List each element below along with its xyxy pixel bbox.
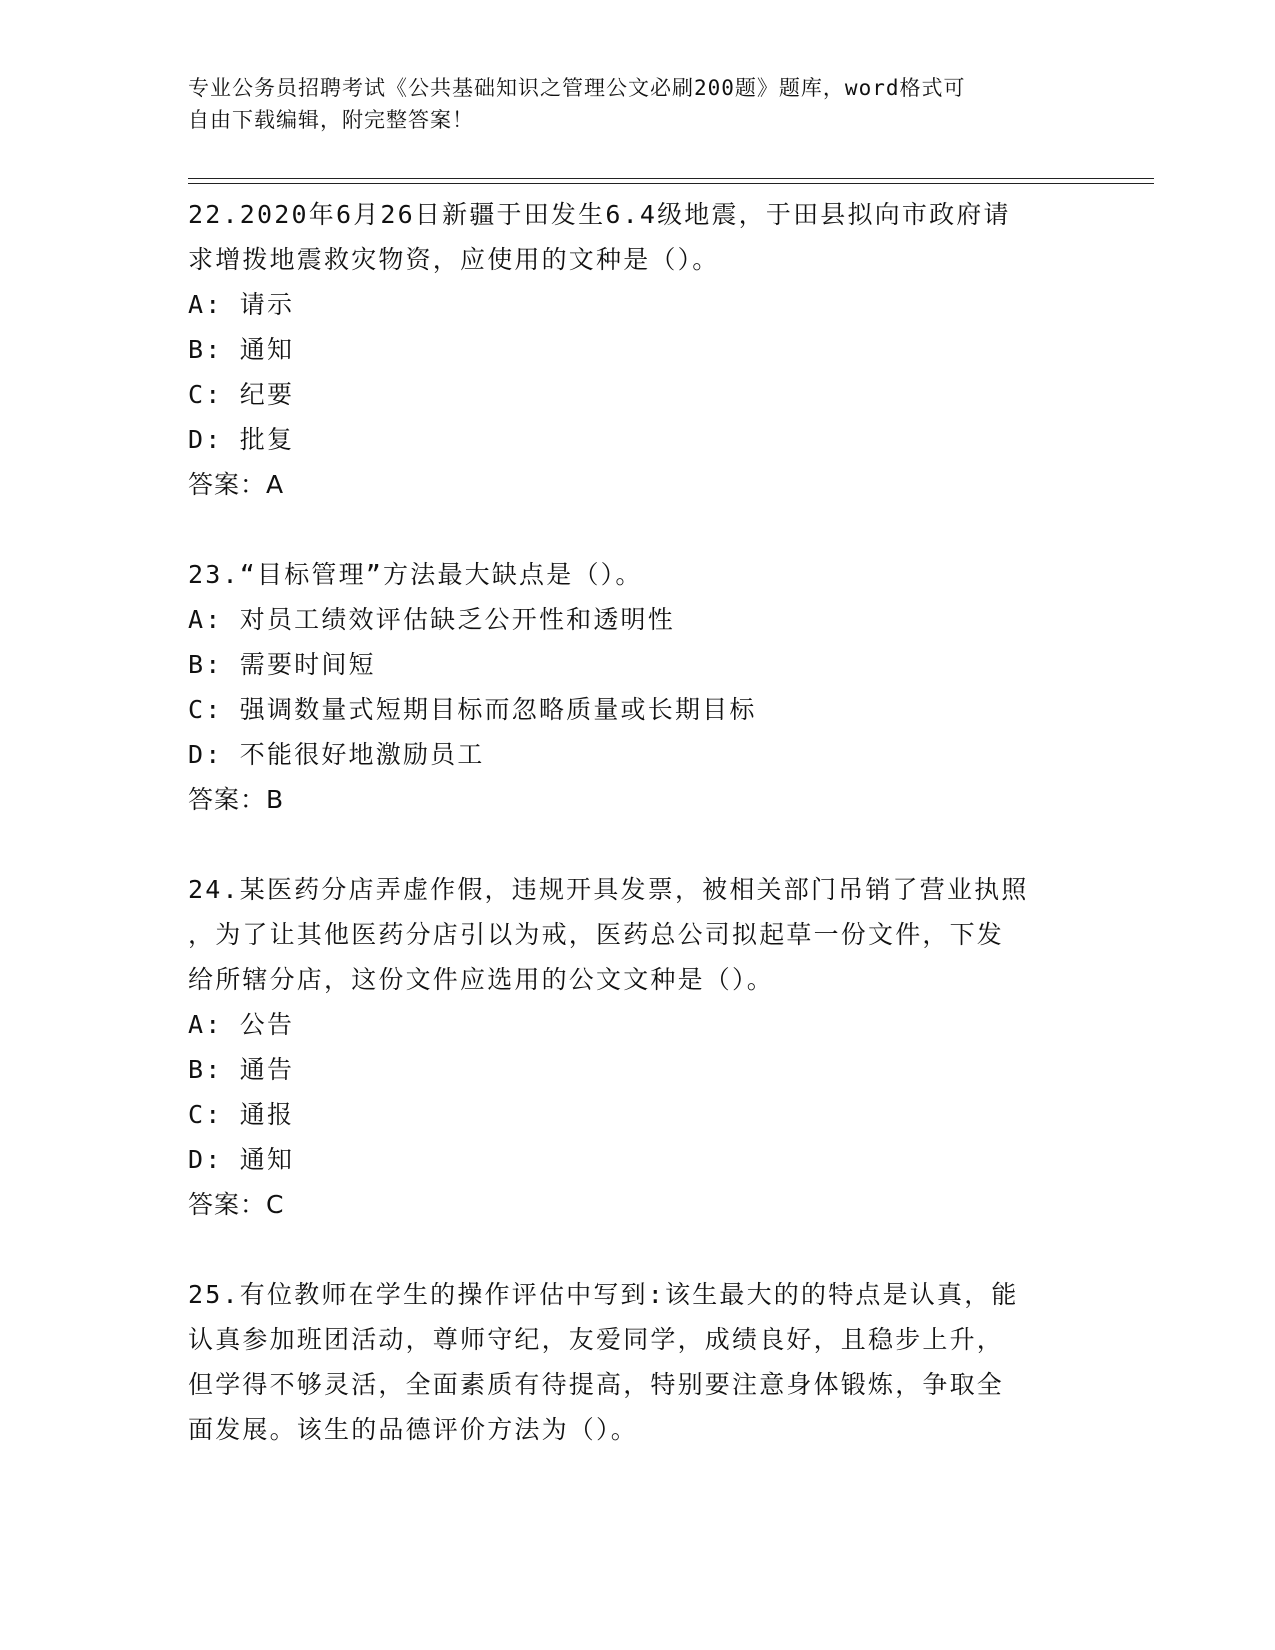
- question-line: 但学得不够灵活，全面素质有待提高，特别要注意身体锻炼，争取全: [188, 1370, 1005, 1399]
- answer: 答案：C: [188, 1190, 285, 1219]
- option-d: D: 批复: [188, 425, 295, 454]
- answer: 答案：A: [188, 470, 285, 499]
- question-list: [188, 192, 1088, 1452]
- header-rule-bottom: [188, 183, 1154, 184]
- option-d: D: 通知: [188, 1145, 295, 1174]
- option-b: B: 通知: [188, 335, 295, 364]
- question-23: [188, 552, 1088, 822]
- option-b: B: 通告: [188, 1055, 295, 1084]
- question-line: 23.“目标管理”方法最大缺点是（）。: [188, 560, 643, 589]
- option-a: A: 公告: [188, 1010, 295, 1039]
- spacer: [188, 822, 1088, 867]
- question-line: 24.某医药分店弄虚作假，违规开具发票，被相关部门吊销了营业执照: [188, 875, 1029, 904]
- question-line: 25.有位教师在学生的操作评估中写到:该生最大的的特点是认真，能: [188, 1280, 1019, 1309]
- question-22: [188, 192, 1088, 507]
- question-line: 面发展。该生的品德评价方法为（）。: [188, 1415, 638, 1444]
- option-a: A: 请示: [188, 290, 295, 319]
- question-line: 22.2020年6月26日新疆于田发生6.4级地震，于田县拟向市政府请: [188, 200, 1011, 229]
- spacer: [188, 507, 1088, 552]
- header-line-1: 专业公务员招聘考试《公共基础知识之管理公文必刷200题》题库，word格式可: [188, 76, 966, 100]
- question-24: [188, 867, 1088, 1227]
- document-header: [188, 72, 1068, 136]
- option-a: A: 对员工绩效评估缺乏公开性和透明性: [188, 605, 675, 634]
- question-25: [188, 1272, 1088, 1452]
- option-b: B: 需要时间短: [188, 650, 376, 679]
- question-line: 认真参加班团活动，尊师守纪，友爱同学，成绩良好，且稳步上升，: [188, 1325, 1005, 1354]
- question-line: ，为了让其他医药分店引以为戒，医药总公司拟起草一份文件，下发: [188, 920, 1005, 949]
- option-c: C: 通报: [188, 1100, 295, 1129]
- spacer: [188, 1227, 1088, 1272]
- answer: 答案：B: [188, 785, 285, 814]
- question-line: 给所辖分店，这份文件应选用的公文文种是（）。: [188, 965, 774, 994]
- question-line: 求增拨地震救灾物资，应使用的文种是（）。: [188, 245, 720, 274]
- header-line-2: 自由下载编辑，附完整答案！: [188, 108, 474, 132]
- header-rule-top: [188, 178, 1154, 179]
- option-c: C: 强调数量式短期目标而忽略质量或长期目标: [188, 695, 757, 724]
- option-d: D: 不能很好地激励员工: [188, 740, 485, 769]
- option-c: C: 纪要: [188, 380, 295, 409]
